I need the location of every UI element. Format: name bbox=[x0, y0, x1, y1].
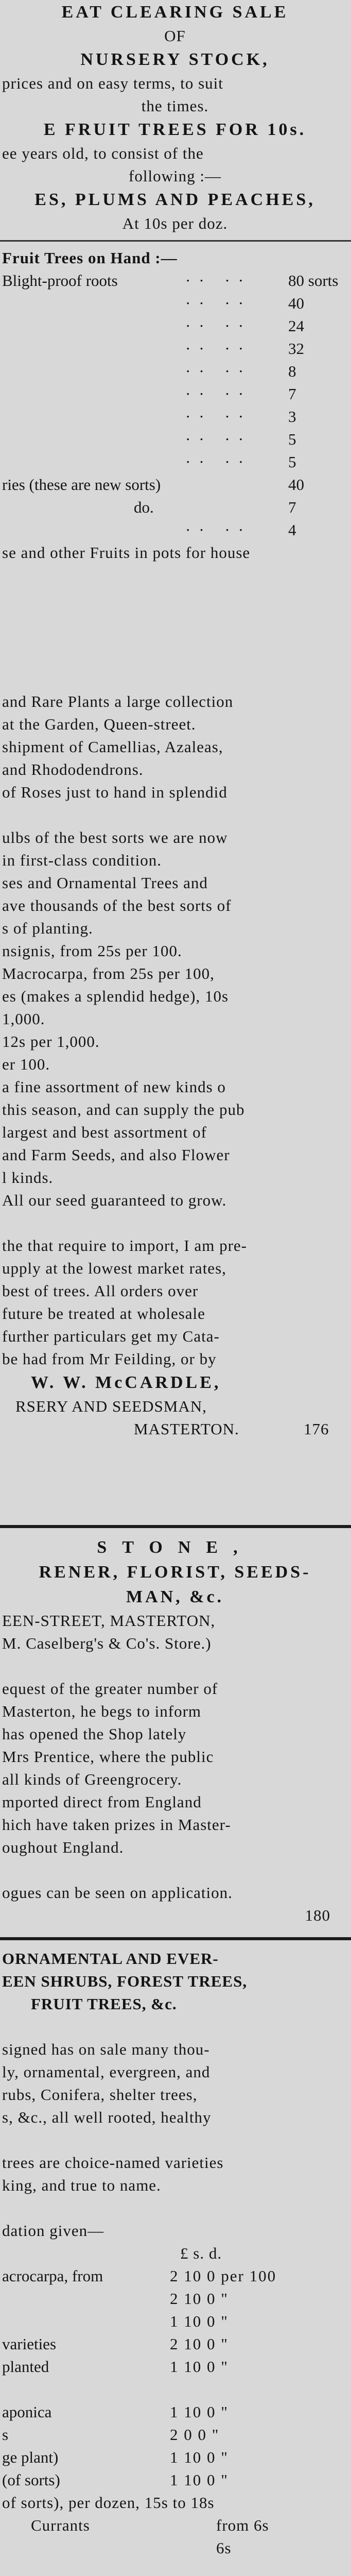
ad-line: All our seed guaranteed to grow. bbox=[2, 1191, 227, 1209]
ad-line: Macrocarpa, from 25s per 100, bbox=[2, 964, 215, 982]
ad-line bbox=[0, 1859, 351, 1882]
ad-line: ulbs of the best sorts we are now bbox=[2, 828, 228, 846]
ad-line: following :— bbox=[129, 167, 221, 185]
price-row: 1 10 0 " bbox=[170, 2312, 229, 2330]
ad-line: king, and true to name. bbox=[2, 2176, 161, 2194]
ad-line: ogues can be seen on application. bbox=[2, 1884, 233, 1902]
ad-headline: STONE, bbox=[97, 1538, 253, 1557]
ad-line: M. Caselberg's & Co's. Store.) bbox=[2, 1634, 212, 1652]
stock-row: ·· ·· 3 bbox=[185, 408, 296, 426]
ad-line: se and other Fruits in pots for house bbox=[2, 544, 251, 562]
ad-line: 12s per 1,000. bbox=[2, 1032, 100, 1050]
price-row: (of sorts) 1 10 0 " bbox=[2, 2471, 229, 2489]
stock-row: ·· ·· 7 bbox=[185, 385, 296, 403]
signature-footer bbox=[0, 1418, 351, 1440]
stock-row: ries (these are new sorts) 40 bbox=[2, 476, 304, 494]
stock-row: do. 7 bbox=[134, 498, 296, 516]
ad-line: Mrs Prentice, where the public bbox=[2, 1748, 214, 1766]
ad-headline: ORNAMENTAL AND EVER- bbox=[2, 1950, 219, 1968]
price-table-header: £ s. d. bbox=[180, 2244, 222, 2262]
ad-line: dation given— bbox=[2, 2222, 104, 2240]
ad-line: ave thousands of the best sorts of bbox=[2, 896, 232, 914]
ad-line bbox=[0, 1212, 351, 1234]
ad-headline: ES, PLUMS AND PEACHES, bbox=[34, 190, 315, 209]
ad-headline: MAN, &c. bbox=[126, 1587, 224, 1606]
ad-headline: EEN SHRUBS, FOREST TREES, bbox=[2, 1972, 248, 1990]
ad-line: best of trees. All orders over bbox=[2, 1282, 199, 1300]
ad-line: l kinds. bbox=[2, 1168, 54, 1187]
stock-row: ·· ·· 24 bbox=[185, 317, 304, 335]
mccardle-advert bbox=[0, 690, 351, 1440]
ad-line bbox=[0, 2197, 351, 2219]
ad-line: has opened the Shop lately bbox=[2, 1725, 187, 1743]
price-row: 2 10 0 " bbox=[170, 2290, 229, 2308]
ad-line: ee years old, to consist of the bbox=[2, 144, 204, 162]
ad-line: rubs, Conifera, shelter trees, bbox=[2, 2086, 198, 2104]
ad-line: ly, ornamental, evergreen, and bbox=[2, 2063, 210, 2081]
ad-line: hich have taken prizes in Master- bbox=[2, 1816, 231, 1834]
ad-line: nsignis, from 25s per 100. bbox=[2, 942, 182, 960]
ad-headline: E FRUIT TREES FOR 10s. bbox=[43, 120, 307, 139]
ad-line: signed has on sale many thou- bbox=[2, 2040, 210, 2058]
price-row: varieties 2 10 0 " bbox=[2, 2335, 229, 2353]
ad-line: at the Garden, Queen-street. bbox=[2, 715, 196, 733]
ad-headline: FRUIT TREES, &c. bbox=[31, 1995, 177, 2013]
stock-row: Blight-proof roots ·· ·· 80 sorts bbox=[2, 272, 339, 290]
ad-line: upply at the lowest market rates, bbox=[2, 1259, 226, 1277]
ad-line: At 10s per doz. bbox=[122, 214, 228, 232]
stock-row: ·· ·· 40 bbox=[185, 294, 304, 312]
ad-line: EEN-STREET, MASTERTON, bbox=[2, 1612, 216, 1630]
ad-line bbox=[0, 2129, 351, 2151]
ad-headline: NURSERY STOCK, bbox=[80, 50, 270, 69]
ad-line bbox=[0, 1655, 351, 1677]
ad-line: largest and best assortment of bbox=[2, 1123, 207, 1141]
ad-line: es (makes a splendid hedge), 10s bbox=[2, 987, 229, 1005]
advert-number: 180 bbox=[305, 1906, 330, 1924]
ad-line bbox=[0, 804, 351, 826]
ad-line: a fine assortment of new kinds o bbox=[2, 1078, 226, 1096]
ad-headline: RENER, FLORIST, SEEDS- bbox=[39, 1563, 311, 1582]
price-row: ge plant) 1 10 0 " bbox=[2, 2448, 229, 2466]
ad-line: further particulars get my Cata- bbox=[2, 1327, 220, 1345]
ad-line: in first-class condition. bbox=[2, 851, 162, 869]
mountier-advert bbox=[0, 1947, 351, 2576]
ad-line: be had from Mr Feilding, or by bbox=[2, 1350, 217, 1368]
ad-line: 1,000. bbox=[2, 1010, 45, 1028]
ad-line: s of planting. bbox=[2, 919, 93, 937]
price-row: s 2 0 0 " bbox=[2, 2426, 220, 2444]
ad-line: shipment of Camellias, Azaleas, bbox=[2, 738, 223, 756]
stock-heading: Fruit Trees on Hand :— bbox=[2, 249, 178, 267]
ad-line: 6s bbox=[216, 2539, 232, 2557]
ad-line: all kinds of Greengrocery. bbox=[2, 1770, 182, 1788]
column-rule bbox=[0, 1525, 351, 1528]
ad-line: of sorts), per dozen, 15s to 18s bbox=[2, 2494, 215, 2512]
ad-line: equest of the greater number of bbox=[2, 1680, 218, 1698]
signature-place: MASTERTON. bbox=[134, 1420, 239, 1438]
column-rule bbox=[0, 1937, 351, 1940]
ad-line: the times. bbox=[141, 97, 209, 115]
ad-line: of Roses just to hand in splendid bbox=[2, 783, 227, 801]
ad-line: prices and on easy terms, to suit bbox=[2, 74, 223, 92]
signature-trade: RSERY AND SEEDSMAN, bbox=[15, 1397, 207, 1415]
price-row: planted 1 10 0 " bbox=[2, 2358, 229, 2376]
ad-line: er 100. bbox=[2, 1055, 50, 1073]
ad-line: Masterton, he begs to inform bbox=[2, 1702, 202, 1720]
ad-line: OF bbox=[164, 27, 186, 45]
stock-row: ·· ·· 32 bbox=[185, 340, 304, 358]
ad-line: mported direct from England bbox=[2, 1793, 202, 1811]
ad-line: s, &c., all well rooted, healthy bbox=[2, 2108, 212, 2126]
ad-line: this season, and can supply the pub bbox=[2, 1100, 245, 1118]
stock-row: ·· ·· 5 bbox=[185, 453, 296, 471]
ad-line bbox=[0, 2560, 351, 2576]
stone-advert bbox=[0, 1535, 351, 1927]
ad-line: and Rare Plants a large collection bbox=[2, 692, 234, 710]
stock-row: ·· ·· 5 bbox=[185, 430, 296, 448]
clearing-sale-advert bbox=[0, 0, 351, 564]
stock-row: ·· ·· 8 bbox=[185, 362, 296, 380]
ad-line: future be treated at wholesale bbox=[2, 1304, 205, 1323]
price-row bbox=[0, 2378, 351, 2401]
ad-line: and Farm Seeds, and also Flower bbox=[2, 1146, 230, 1164]
price-row: acrocarpa, from 2 10 0 per 100 bbox=[2, 2267, 277, 2285]
advert-number: 176 bbox=[304, 1420, 329, 1438]
price-row: Currants from 6s bbox=[31, 2516, 269, 2534]
signature-name: W. W. McCARDLE, bbox=[31, 1373, 221, 1392]
ad-line: oughout England. bbox=[2, 1838, 124, 1856]
ad-line: trees are choice-named varieties bbox=[2, 2154, 224, 2172]
ad-line bbox=[0, 2015, 351, 2038]
ad-line: and Rhododendrons. bbox=[2, 760, 144, 778]
divider bbox=[0, 240, 351, 242]
stock-row: ·· ·· 4 bbox=[185, 521, 296, 539]
ad-line: the that require to import, I am pre- bbox=[2, 1236, 248, 1255]
ad-line: ses and Ornamental Trees and bbox=[2, 874, 208, 892]
price-row: aponica 1 10 0 " bbox=[2, 2403, 229, 2421]
ad-headline: EAT CLEARING SALE bbox=[61, 3, 289, 22]
